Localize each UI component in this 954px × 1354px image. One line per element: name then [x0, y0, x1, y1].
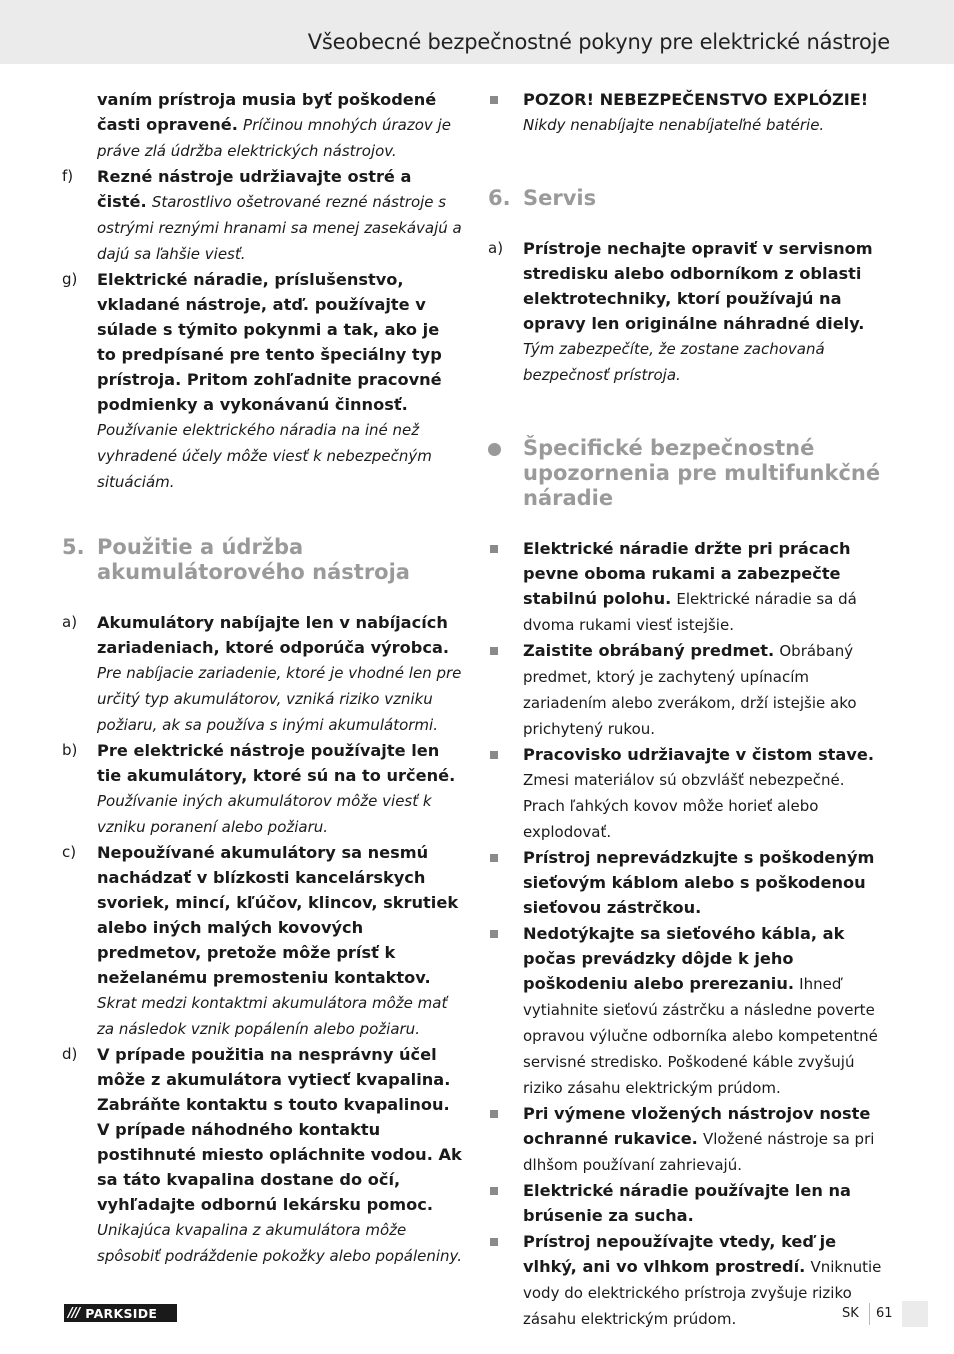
- square-bullet-icon: [490, 96, 498, 104]
- specific-safety-heading: [488, 436, 888, 511]
- item-bold: Akumulátory nabíjajte len v nabíjacích zariadeniach, ktoré odporúča výrobca.: [97, 613, 450, 657]
- bullet-bold: Prístroj nepoužívajte vtedy, keď je vlhký, ani vo vlhkom prostredí.: [523, 1232, 837, 1276]
- bullet-bold: Elektrické náradie používajte len na brúsenie za sucha.: [523, 1181, 851, 1225]
- item-bold: Rezné nástroje udržiavajte ostré a čisté.: [97, 167, 412, 211]
- left-column: [62, 87, 462, 1269]
- square-bullet-icon: [490, 545, 498, 553]
- bullet-text: Obrábaný predmet, ktorý je zachytený upínacím zariadením alebo zverákom, drží istejšie ako prichytený rukou.: [523, 642, 857, 738]
- item-marker: f): [62, 167, 74, 185]
- list-item-f: [62, 164, 462, 267]
- warning-italic: Nikdy nenabíjajte nenabíjateľné batérie.: [523, 116, 825, 134]
- square-bullet-icon: [490, 1110, 498, 1118]
- bullet-text: Zmesi materiálov sú obzvlášť nebezpečné. Prach ľahkých kovov môže horieť alebo explodovať.: [523, 771, 845, 841]
- section-number: 6.: [488, 186, 511, 210]
- list-item-b: [62, 738, 462, 840]
- bullet-item: [488, 1101, 888, 1178]
- bullet-text: Vniknutie vody do elektrického prístroja zvyšuje riziko zásahu elektrickým prúdom.: [523, 1258, 882, 1328]
- item-italic: Starostlivo ošetrované rezné nástroje s ostrými reznými hranami sa menej zasekávajú a dajú sa ľahšie viesť.: [97, 193, 462, 263]
- item-bold: Prístroje nechajte opraviť v servisnom stredisku alebo odborníkom z oblasti elektrotechniky, ktorí používajú na opravy len originálne náhradné diely.: [523, 239, 873, 333]
- square-bullet-icon: [490, 647, 498, 655]
- section-6-heading: [488, 186, 888, 211]
- bullet-item: [488, 536, 888, 638]
- list-item-d: [62, 1042, 462, 1269]
- bullet-text: Ihneď vytiahnite sieťovú zástrčku a následne poverte opravou výlučne odborníka alebo kompetentné servisné stredisko. Poškodené káble zvyšujú riziko zásahu elektrickým prúdom.: [523, 975, 878, 1097]
- right-column: [488, 87, 888, 1332]
- bullet-item: [488, 921, 888, 1101]
- logo-slashes: ///: [68, 1305, 80, 1321]
- item-bold: Pre elektrické nástroje používajte len tie akumulátory, ktoré sú na to určené.: [97, 741, 456, 785]
- item-marker: d): [62, 1045, 78, 1063]
- list-item: [62, 87, 462, 164]
- item-italic: Používanie iných akumulátorov môže viesť k vzniku poranení alebo požiaru.: [97, 792, 432, 836]
- bullet-bold: Nedotýkajte sa sieťového kábla, ak počas prevádzky dôjde k jeho poškodeniu alebo prerezaniu.: [523, 924, 845, 993]
- logo-text: PARKSIDE: [85, 1305, 158, 1321]
- item-italic: Používanie elektrického náradia na iné než vyhradené účely môže viesť k nebezpečným situáciám.: [97, 421, 432, 491]
- bullet-bold: Elektrické náradie držte pri prácach pevne oboma rukami a zabezpečte stabilnú polohu.: [523, 539, 851, 608]
- bullet-item: [488, 1229, 888, 1332]
- square-bullet-icon: [490, 930, 498, 938]
- section-title: Špecifické bezpečnostné upozornenia pre multifunkčné náradie: [523, 436, 881, 510]
- section-title: Použitie a údržba akumulátorového nástroja: [97, 535, 410, 584]
- parkside-logo: [64, 1304, 177, 1322]
- bullet-list: [488, 536, 888, 1332]
- page-number: 61: [876, 1306, 893, 1321]
- bullet-bold: Pracovisko udržiavajte v čistom stave.: [523, 745, 874, 764]
- warning-bold: POZOR! NEBEZPEČENSTVO EXPLÓZIE!: [523, 90, 869, 109]
- page-header: [0, 0, 954, 64]
- item-marker: g): [62, 270, 78, 288]
- bullet-bold: Zaistite obrábaný predmet.: [523, 641, 775, 660]
- warning-item: [488, 87, 888, 138]
- footer-divider: [869, 1303, 870, 1325]
- item-italic: Príčinou mnohých úrazov je práve zlá údržba elektrických nástrojov.: [97, 116, 451, 160]
- item-marker: a): [488, 239, 504, 257]
- item-marker: a): [62, 613, 78, 631]
- square-bullet-icon: [490, 1238, 498, 1246]
- item-marker: b): [62, 741, 78, 759]
- item-italic: Pre nabíjacie zariadenie, ktoré je vhodné len pre určitý typ akumulátorov, vzniká riziko vzniku požiaru, ak sa používa s inými akumulátormi.: [97, 664, 462, 734]
- square-bullet-icon: [490, 751, 498, 759]
- bullet-item: [488, 1178, 888, 1229]
- square-bullet-icon: [490, 854, 498, 862]
- square-bullet-icon: [490, 1187, 498, 1195]
- item-marker: c): [62, 843, 77, 861]
- bullet-bold: Prístroj neprevádzkujte s poškodeným sieťovým káblom alebo s poškodenou sieťovou zástrčkou.: [523, 848, 875, 917]
- bullet-text: Elektrické náradie sa dá dvoma rukami viesť istejšie.: [523, 590, 857, 634]
- item-italic: Unikajúca kvapalina z akumulátora môže spôsobiť podráždenie pokožky alebo popáleniny.: [97, 1221, 463, 1265]
- list-item-c: [62, 840, 462, 1042]
- list-item-g: [62, 267, 462, 495]
- item-bold: vaním prístroja musia byť poškodené časti opravené.: [97, 90, 437, 134]
- item-bold: Nepoužívané akumulátory sa nesmú nachádzať v blízkosti kancelárskych svoriek, mincí, kľúčov, klincov, skrutiek alebo iných malých kovových predmetov, pretože môže prísť k neželanému premosteniu kontaktov.: [97, 843, 459, 987]
- bullet-item: [488, 638, 888, 742]
- header-title: Všeobecné bezpečnostné pokyny pre elektrické nástroje: [307, 30, 890, 54]
- bullet-item: [488, 845, 888, 921]
- item-italic: Tým zabezpečíte, že zostane zachovaná bezpečnosť prístroja.: [523, 340, 825, 384]
- item-bold: Elektrické náradie, príslušenstvo, vkladané nástroje, atď. používajte v súlade s týmito pokynmi a tak, ako je to predpísané pre tento špeciálny typ prístroja. Pritom zohľadnite pracovné podmienky a vykonávanú činnosť.: [97, 270, 442, 414]
- bullet-text: Vložené nástroje sa pri dlhšom používaní zahrievajú.: [523, 1130, 875, 1174]
- language-code: SK: [842, 1306, 859, 1321]
- section-5-heading: [62, 535, 462, 585]
- list-item-a: [62, 610, 462, 738]
- circle-bullet-icon: [488, 443, 501, 456]
- bullet-bold: Pri výmene vložených nástrojov noste ochranné rukavice.: [523, 1104, 871, 1148]
- section-number: 5.: [62, 535, 85, 559]
- item-bold: V prípade použitia na nesprávny účel môže z akumulátora vytiecť kvapalina. Zabráňte kontaktu s touto kvapalinou. V prípade náhodného kontaktu postihnuté miesto opláchnite vodou. Ak sa táto kvapalina dostane do očí, vyhľadajte odbornú lekársku pomoc.: [97, 1045, 462, 1214]
- service-item-a: [488, 236, 888, 388]
- footer-tab: [902, 1301, 928, 1327]
- bullet-item: [488, 742, 888, 845]
- section-title: Servis: [523, 186, 597, 210]
- item-italic: Skrat medzi kontaktmi akumulátora môže mať za následok vznik popálenín alebo požiaru.: [97, 994, 448, 1038]
